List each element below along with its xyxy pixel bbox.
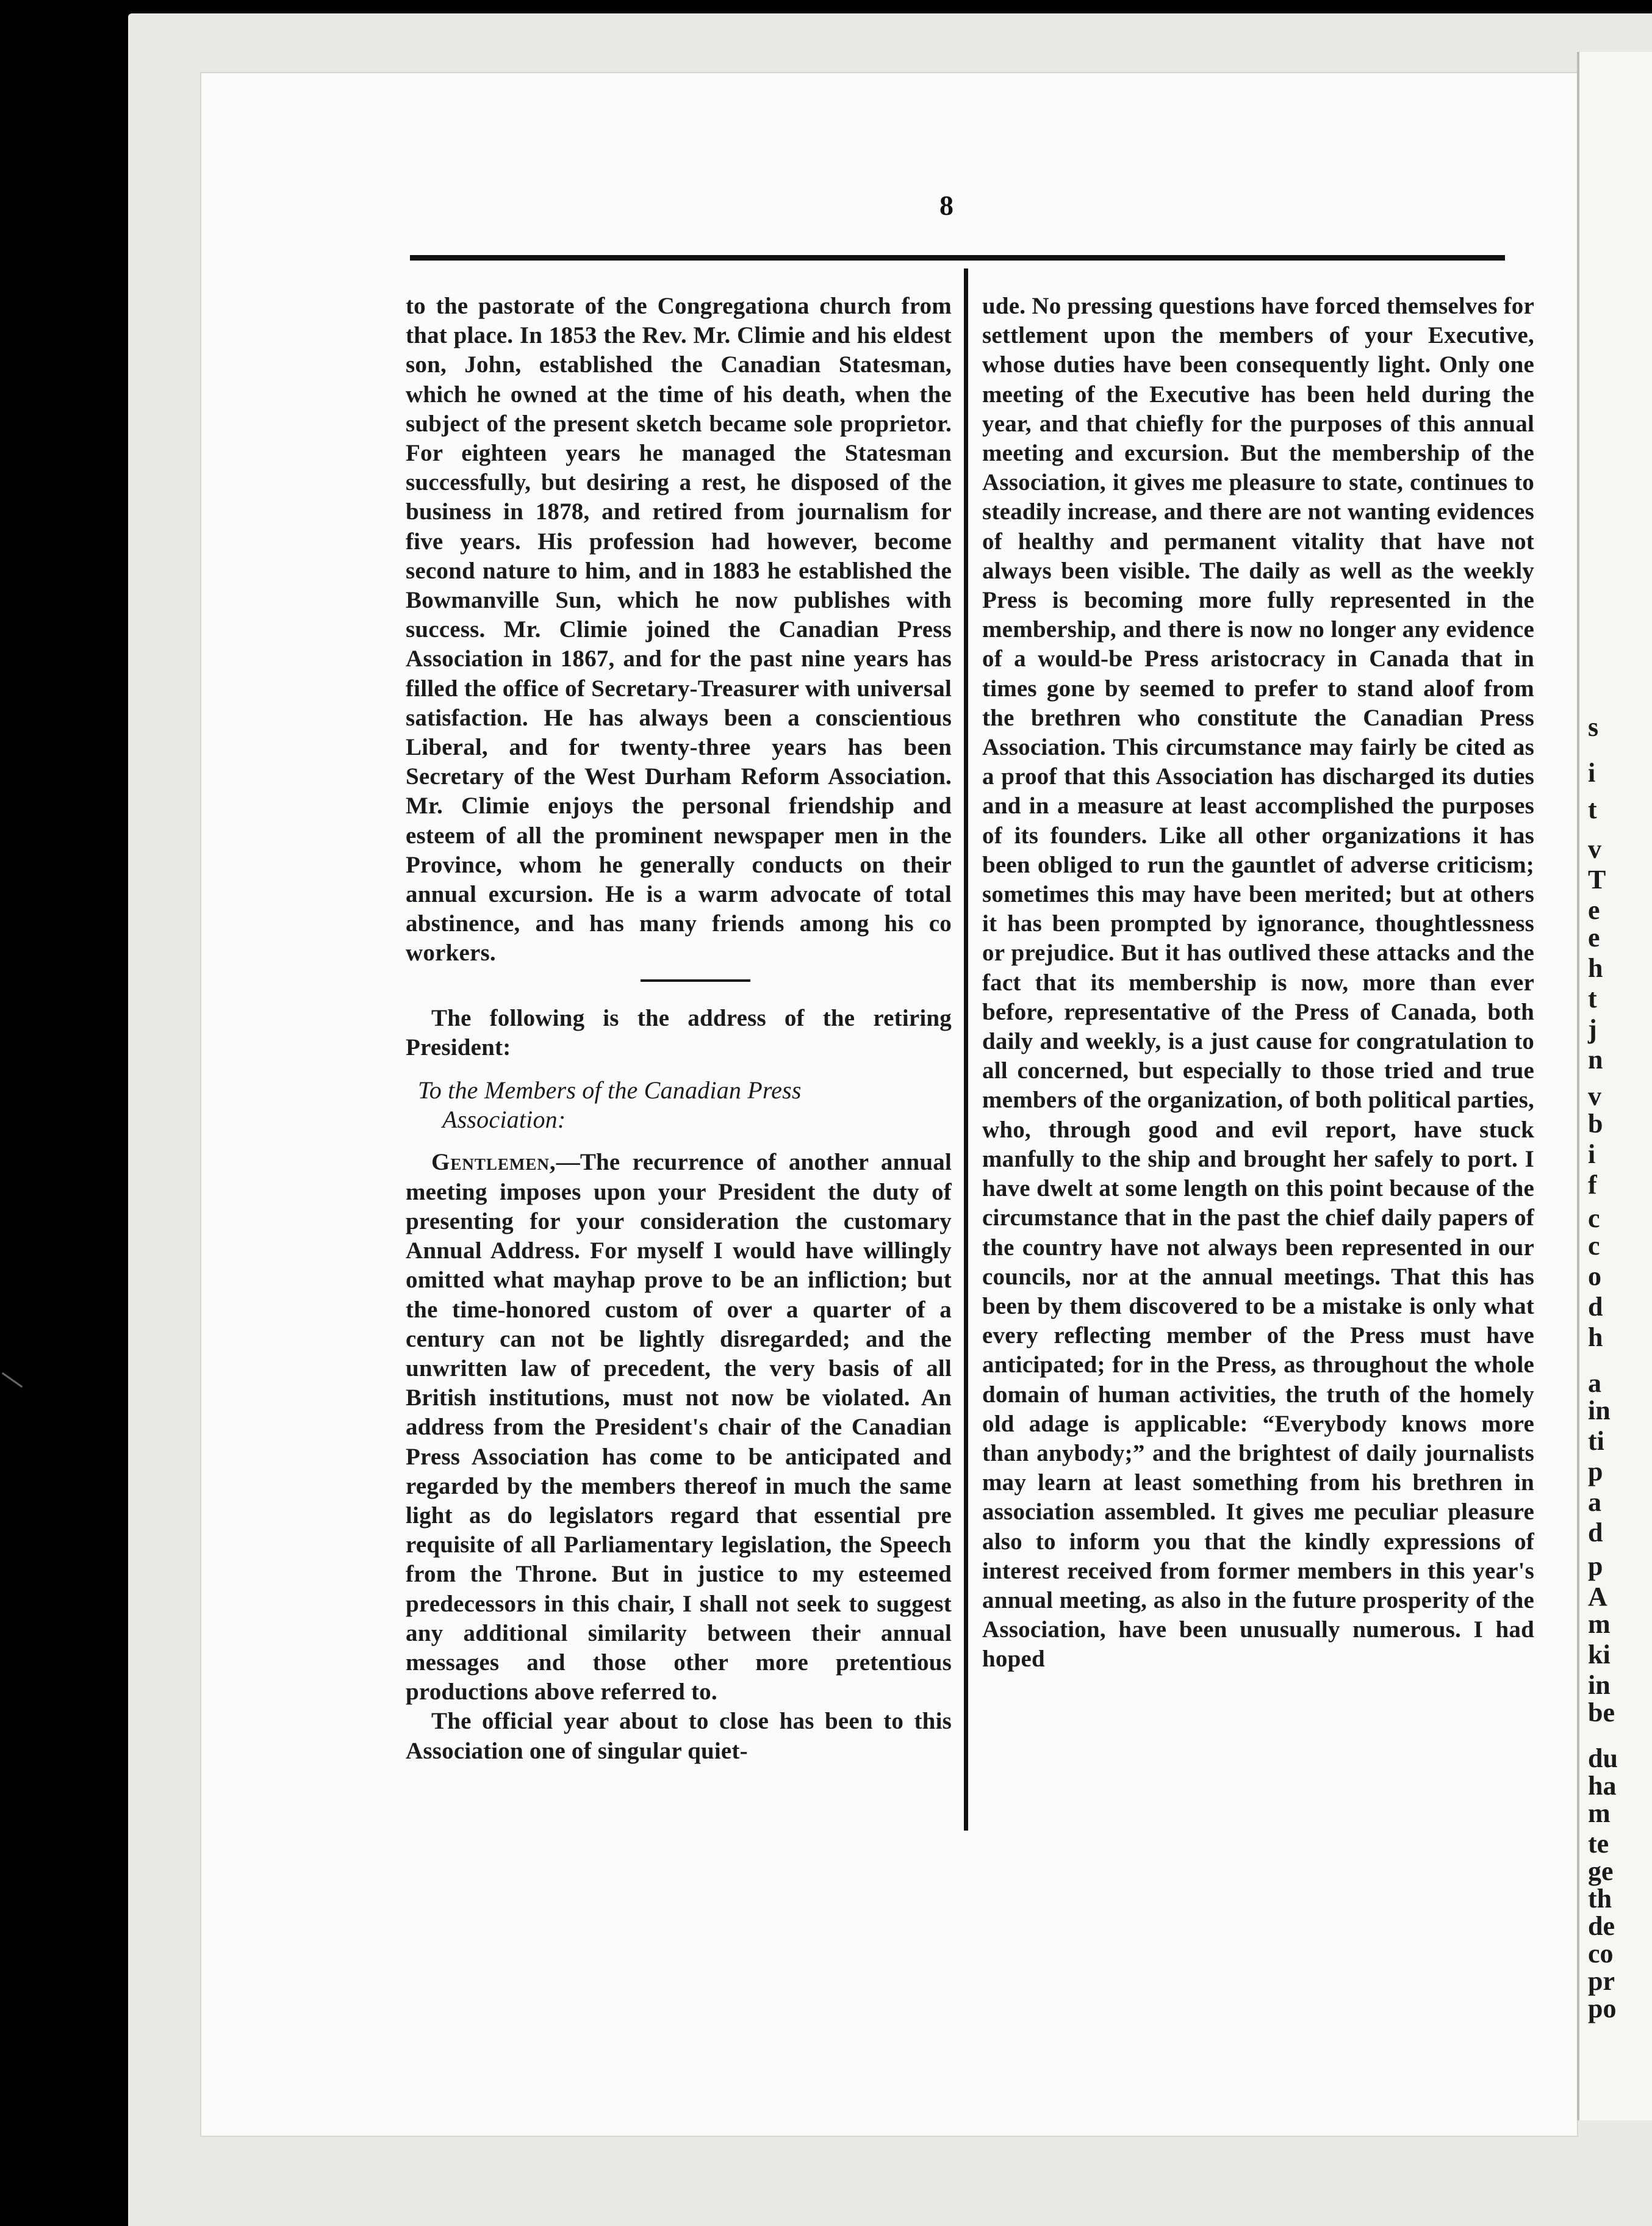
adjacent-page-fragment: ki bbox=[1588, 1640, 1611, 1670]
adjacent-page-fragment: m bbox=[1588, 1609, 1611, 1639]
adjacent-page-fragment: t bbox=[1588, 794, 1597, 824]
adjacent-page-fragment: th bbox=[1588, 1884, 1612, 1914]
adjacent-page-fragment: v bbox=[1588, 1081, 1601, 1111]
adjacent-page-fragment: a bbox=[1588, 1487, 1601, 1517]
adjacent-page-fragment: A bbox=[1588, 1582, 1607, 1612]
adjacent-page-fragment: e bbox=[1588, 895, 1600, 925]
biography-paragraph: to the pastorate of the Congregationa church from that place. In 1853 the Rev. Mr. Climie and his eldest son, John, established the Canadian Statesman, which he owned at the time of his death, when the subject of the present sketch became sole proprietor. For eighteen years he managed the Statesman successfully, but desiring a rest, he disposed of the business in 1878, and retired from journalism for five years. His profession had however, become second nature to him, and in 1883 he established the Bowmanville Sun, which he now publishes with success. Mr. Climie joined the Canadian Press Association in 1867, and for the past nine years has filled the office of Secretary-Treasurer with universal satisfaction. He has always been a conscientious Liberal, and for twenty-three years has been Secretary of the West Durham Reform Association. Mr. Climie enjoys the personal friendship and esteem of all the prominent newspaper men in the Province, whom he generally conducts on their annual excursion. He is a warm advocate of total abstinence, and has many friends among his co workers. bbox=[406, 293, 952, 967]
section-separator bbox=[641, 979, 750, 990]
adjacent-page-fragment: ge bbox=[1588, 1856, 1614, 1886]
page-number: 8 bbox=[939, 190, 953, 221]
salutation bbox=[406, 1076, 952, 1134]
adjacent-page-fragment: o bbox=[1588, 1261, 1601, 1291]
adjacent-page-fragment: f bbox=[1588, 1170, 1597, 1200]
adjacent-page-fragment: n bbox=[1588, 1045, 1603, 1075]
adjacent-page-fragment: d bbox=[1588, 1518, 1603, 1547]
adjacent-page-fragment: b bbox=[1588, 1109, 1603, 1139]
adjacent-page-fragment: d bbox=[1588, 1292, 1603, 1322]
adjacent-page-fragment: pr bbox=[1588, 1966, 1615, 1996]
column-divider bbox=[964, 268, 968, 1831]
salutation-line-2: Association: bbox=[442, 1106, 566, 1134]
adjacent-page-fragment: i bbox=[1588, 758, 1596, 788]
adjacent-page-fragment: ti bbox=[1588, 1426, 1604, 1456]
adjacent-page-fragment: h bbox=[1588, 953, 1603, 983]
address-paragraph-2-start: The official year about to close has been to this Association one of singular quiet- bbox=[406, 1708, 952, 1764]
adjacent-page-fragment: p bbox=[1588, 1551, 1603, 1581]
adjacent-page-fragment: co bbox=[1588, 1939, 1614, 1968]
adjacent-page-fragment: j bbox=[1588, 1014, 1597, 1044]
adjacent-page-fragment: po bbox=[1588, 1994, 1617, 2023]
adjacent-page-fragment: in bbox=[1588, 1396, 1611, 1425]
adjacent-page-fragment: h bbox=[1588, 1322, 1603, 1352]
adjacent-page-edge bbox=[1577, 52, 1652, 2120]
adjacent-page-fragment: c bbox=[1588, 1203, 1600, 1233]
left-column bbox=[406, 292, 952, 1766]
adjacent-page-fragment: t bbox=[1588, 984, 1597, 1014]
address-paragraph-2-continued: ude. No pressing questions have forced themselves for settlement upon the members of your Executive, whose duties have been consequently light. Only one meeting of the Executive has been held during the year, and that chiefly for the purposes of this annual meeting and excursion. But the membership of the Association, it gives me pleasure to state, continues to steadily increase, and there are not wanting evidences of healthy and permanent vitality that have not always been visible. The daily as well as the weekly Press is becoming more fully represented in the membership, and there is now no longer any evidence of a would-be Press aristocracy in Canada that in times gone by seemed to prefer to stand aloof from the brethren who constitute the Canadian Press Association. This circumstance may fairly be cited as a proof that this Association has discharged its duties and in a measure at least accomplished the purposes of its founders. Like all other organizations it has been obliged to run the gauntlet of adverse criticism; sometimes this may have been merited; but at others it has been prompted by ignorance, thoughtlessness or prejudice. But it has outlived these attacks and the fact that its membership is now, more than ever before, representative of the Press of Canada, both daily and weekly, is a just cause for congratulation to all concerned, but especially to those tried and true members of the organization, of both political parties, who, through good and evil report, have stuck manfully to the ship and brought her safely to port. I have dwelt at some length on this point because of the circumstance that in the past the chief daily papers of the country have not always been represented in our councils, nor at the annual meetings. That this has been by them discovered to be a mistake is only what every reflecting member of the Press must have anticipated; for in the Press, as throughout the whole domain of human activities, the truth of the homely old adage is applicable: “Everybody knows more than anybody;” and the brightest of daily journalists may learn at least something from his brethren in association assembled. It gives me peculiar pleasure also to inform you that the kindly expressions of interest received from former members in this year's annual meeting, as also in the future prosperity of the Association, have been unusually numerous. I had hoped bbox=[982, 293, 1534, 1673]
scan-artifact bbox=[2, 1372, 23, 1388]
salutation-line-1: To the Members of the Canadian Press bbox=[418, 1076, 802, 1104]
header-rule bbox=[410, 255, 1505, 261]
adjacent-page-fragment: du bbox=[1588, 1743, 1618, 1773]
adjacent-page-fragment: a bbox=[1588, 1368, 1601, 1398]
adjacent-page-fragment: p bbox=[1588, 1457, 1603, 1486]
adjacent-page-fragment: m bbox=[1588, 1798, 1611, 1828]
adjacent-page-fragment: e bbox=[1588, 923, 1600, 953]
adjacent-page-fragment: s bbox=[1588, 712, 1599, 742]
adjacent-page-fragment: de bbox=[1588, 1911, 1615, 1941]
adjacent-page-fragment: te bbox=[1588, 1829, 1609, 1859]
adjacent-page-fragment: i bbox=[1588, 1139, 1596, 1169]
adjacent-page-fragment: be bbox=[1588, 1698, 1615, 1727]
adjacent-page-fragment: T bbox=[1588, 865, 1606, 895]
adjacent-page-fragment: ha bbox=[1588, 1771, 1617, 1801]
opening-word: Gentlemen, bbox=[431, 1149, 556, 1176]
adjacent-page-fragment: c bbox=[1588, 1231, 1600, 1261]
adjacent-page-fragment: v bbox=[1588, 834, 1601, 864]
right-column bbox=[982, 292, 1534, 1674]
address-paragraph-1 bbox=[406, 1148, 952, 1707]
adjacent-page-fragment: in bbox=[1588, 1670, 1611, 1700]
address-paragraph-1-text: —The recurrence of another annual meeting imposes upon your President the duty of presenting for your consideration the customary Annual Address. For myself I would have willingly omitted what mayhap prove to be an infliction; but the time-honored custom of over a quarter of a century can not be lightly disregarded; and the unwritten law of precedent, the very basis of all British institutions, must not now be violated. An address from the President's chair of the Canadian Press Association has come to be anticipated and regarded by the members thereof in much the same light as do legislators regard that essential pre requisite of all Parliamentary legislation, the Speech from the Throne. But in justice to my esteemed predecessors in this chair, I shall not seek to suggest any additional similarity between their annual messages and those other more pretentious productions above referred to. bbox=[406, 1149, 952, 1706]
address-intro: The following is the address of the retiring President: bbox=[406, 1004, 952, 1061]
